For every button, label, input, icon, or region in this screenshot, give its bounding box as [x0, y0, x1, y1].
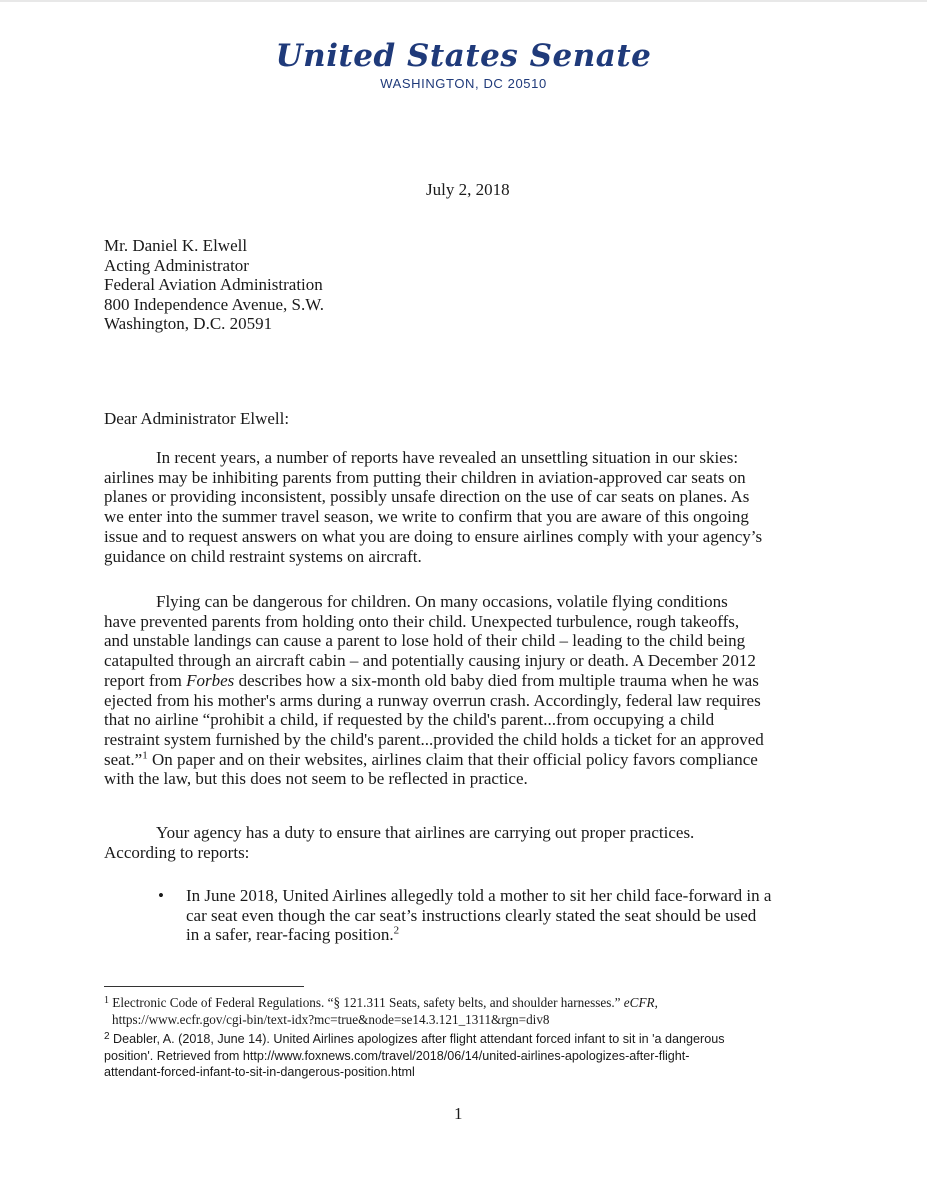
recipient-agency: Federal Aviation Administration [104, 275, 323, 295]
footnote-ref: 1 [142, 748, 148, 761]
paragraph-line: In recent years, a number of reports have revealed an unsettling situation in our skies: [156, 448, 739, 467]
recipient-city: Washington, D.C. 20591 [104, 314, 273, 334]
text-segment: Electronic Code of Federal Regulations. “§ 121.311 Seats, safety belts, and shoulder harnesses.” [109, 995, 624, 1010]
footnotes [104, 995, 824, 1084]
text-segment: On paper and on their websites, airlines claim that their official policy favors compliance [147, 749, 758, 769]
senate-title: United States Senate [275, 38, 652, 74]
text-segment: in a safer, rear-facing position. [186, 925, 394, 945]
letterhead [0, 38, 927, 92]
bullet-line: car seat even though the car seat’s instructions clearly stated the seat should be used [186, 905, 757, 925]
text-segment: Deabler, A. (2018, June 14). United Airlines apologizes after flight attendant forced infant to sit in 'a dangerous [109, 1032, 725, 1046]
footnote-line: position'. Retrieved from http://www.foxnews.com/travel/2018/06/14/united-airlines-apologizes-after-flight- [104, 1048, 690, 1063]
paragraph-line: have prevented parents from holding onto their child. Unexpected turbulence, rough takeoffs, [104, 611, 740, 631]
recipient-street: 800 Independence Avenue, S.W. [104, 294, 324, 314]
paragraph-line: catapulted through an aircraft cabin – and potentially causing injury or death. A December 2012 [104, 651, 756, 671]
publication-name: Forbes [186, 670, 235, 690]
paragraph-agency-duty [104, 823, 820, 862]
footnote-number: 2 [104, 1031, 110, 1042]
footnote-divider [104, 986, 304, 987]
bullet-line: In June 2018, United Airlines allegedly told a mother to sit her child face-forward in a [186, 886, 772, 905]
paragraph-line: and unstable landings can cause a parent to lose hold of their child – leading to the child being [104, 631, 746, 651]
paragraph-line: that no airline “prohibit a child, if requested by the child's parent...from occupying a child [104, 710, 715, 730]
page-number: 1 [454, 1104, 463, 1123]
scan-edge [0, 0, 927, 2]
footnote-1 [104, 995, 824, 1028]
paragraph-line: guidance on child restraint systems on aircraft. [104, 546, 422, 566]
paragraph-line: Flying can be dangerous for children. On many occasions, volatile flying conditions [156, 592, 728, 611]
paragraph-line: planes or providing inconsistent, possibly unsafe direction on the use of car seats on planes. As [104, 487, 750, 507]
footnote-2 [104, 1031, 824, 1081]
paragraph-intro [104, 448, 820, 566]
paragraph-line: restraint system furnished by the child's parent...provided the child holds a ticket for an approved [104, 729, 764, 749]
recipient-address-block [104, 236, 324, 334]
paragraph-line: issue and to request answers on what you are doing to ensure airlines comply with your agency’s [104, 526, 763, 546]
footnote-line: attendant-forced-infant-to-sit-in-dangerous-position.html [104, 1065, 415, 1079]
footnote-line [104, 995, 824, 1012]
paragraph-line: we enter into the summer travel season, we write to confirm that you are aware of this ongoing [104, 507, 749, 527]
text-segment: seat.” [104, 749, 143, 769]
paragraph-line: ejected from his mother's arms during a runway overrun crash. Accordingly, federal law requires [104, 690, 761, 710]
paragraph-line: Your agency has a duty to ensure that airlines are carrying out proper practices. [156, 823, 695, 842]
salutation: Dear Administrator Elwell: [104, 409, 290, 428]
footnote-line [104, 1031, 824, 1048]
paragraph-line: airlines may be inhibiting parents from putting their children in aviation-approved car seats on [104, 467, 746, 487]
bullet-line [186, 925, 771, 945]
paragraph-line [104, 671, 820, 691]
recipient-title: Acting Administrator [104, 255, 249, 275]
paragraph-line: According to reports: [104, 842, 250, 862]
bullet-text [186, 886, 771, 945]
footnote-ref: 2 [393, 924, 400, 937]
paragraph-flying-danger [104, 592, 820, 789]
text-segment: report from [104, 670, 187, 690]
text-segment: describes how a six-month old baby died from multiple trauma when he was [234, 670, 759, 690]
publication-name: eCFR [623, 995, 655, 1010]
footnote-url: https://www.ecfr.gov/cgi-bin/text-idx?mc=true&node=se14.3.121_1311&rgn=div8 [112, 1011, 550, 1027]
footnote-number: 1 [104, 995, 109, 1006]
letter-date: July 2, 2018 [426, 180, 510, 199]
text-segment: , [654, 995, 658, 1010]
bullet-icon: • [158, 886, 164, 905]
paragraph-line: with the law, but this does not seem to be reflected in practice. [104, 769, 528, 789]
recipient-name: Mr. Daniel K. Elwell [104, 236, 248, 255]
paragraph-line [104, 750, 820, 770]
senate-address: WASHINGTON, DC 20510 [380, 76, 547, 91]
